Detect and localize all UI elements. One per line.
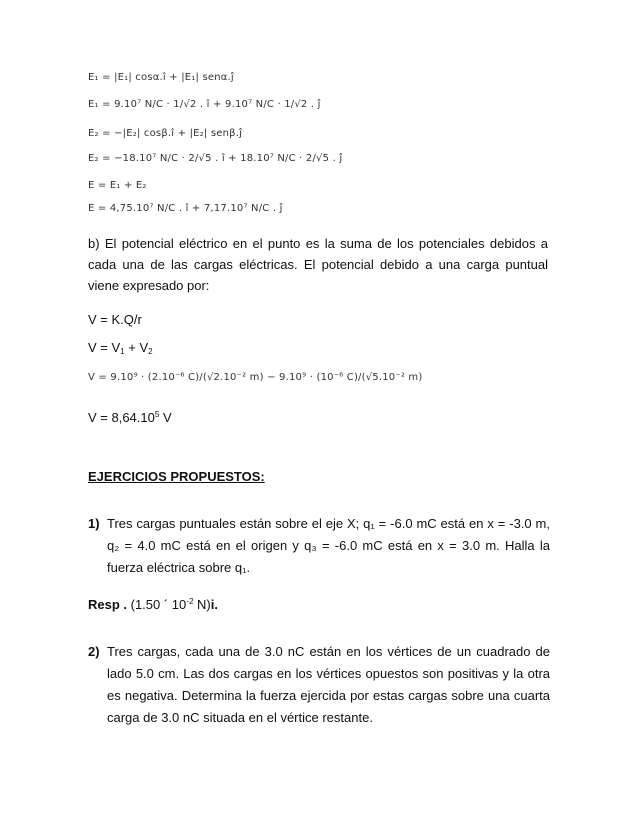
potential-sum-mid: + V xyxy=(124,340,149,355)
potential-result-unit: V xyxy=(159,410,172,425)
section-b-paragraph: b) El potencial eléctrico en el punto es la suma de los potenciales debidos a cada una de las cargas eléctricas. El potencial debido a una carga puntual viene expresado por: xyxy=(88,236,548,293)
answer-label: Resp . xyxy=(88,597,128,612)
exercise-1-answer xyxy=(88,597,218,612)
answer-unit: N) xyxy=(193,597,211,612)
potential-sum xyxy=(88,340,153,356)
exercise-1-number: 1) xyxy=(88,516,100,531)
equation-e2-values: E₂ = −18.10⁷ N/C · 2/√5 . î + 18.10⁷ N/C · 2/√5 . ĵ xyxy=(88,153,343,164)
answer-value: (1.50 ´ 10 xyxy=(127,597,187,612)
equation-e1-values: E₁ = 9.10⁷ N/C · 1/√2 . î + 9.10⁷ N/C · 1/√2 . ĵ xyxy=(88,99,321,110)
answer-exponent: -2 xyxy=(186,597,194,606)
section-heading: EJERCICIOS PROPUESTOS: xyxy=(88,469,265,484)
potential-sum-prefix: V = V xyxy=(88,340,121,355)
exercise-1 xyxy=(88,513,550,579)
equation-e1-components: E₁ = |E₁| cosα.î + |E₁| senα.ĵ xyxy=(88,72,234,83)
exercise-2-number: 2) xyxy=(88,644,100,659)
potential-result xyxy=(88,410,172,425)
potential-calculation: V = 9.10⁹ · (2.10⁻⁶ C)/(√2.10⁻² m) − 9.10⁹ · (10⁻⁶ C)/(√5.10⁻² m) xyxy=(88,372,423,383)
equation-e-sum: E = E₁ + E₂ xyxy=(88,180,147,191)
potential-result-exp: 5 xyxy=(154,410,160,419)
potential-result-prefix: V = 8,64.10 xyxy=(88,410,155,425)
potential-sub-1: 1 xyxy=(120,347,125,356)
potential-sub-2: 2 xyxy=(148,347,153,356)
exercise-1-text: Tres cargas puntuales están sobre el eje X; q₁ = -6.0 mC está en x = -3.0 m, q₂ = 4.0 mC está en el origen y q₃ = -6.0 mC está en x = 3.0 m. Halla la fuerza eléctrica sobre q₁. xyxy=(107,516,550,575)
potential-formula: V = K.Q/r xyxy=(88,312,142,327)
exercise-2-text: Tres cargas, cada una de 3.0 nC están en los vértices de un cuadrado de lado 5.0 cm. Las dos cargas en los vértices opuestos son positivas y la otra es negativa. Determina la fuerza ejercida por estas cargas sobre una cuarta carga de 3.0 nC situada en el vértice restante. xyxy=(107,644,550,725)
answer-vector: i. xyxy=(210,597,218,612)
equation-e-result: E = 4,75.10⁷ N/C . î + 7,17.10⁷ N/C . ĵ xyxy=(88,203,283,214)
exercise-2 xyxy=(88,641,550,729)
equation-e2-components: E₂ = −|E₂| cosβ.î + |E₂| senβ.ĵ xyxy=(88,128,243,139)
